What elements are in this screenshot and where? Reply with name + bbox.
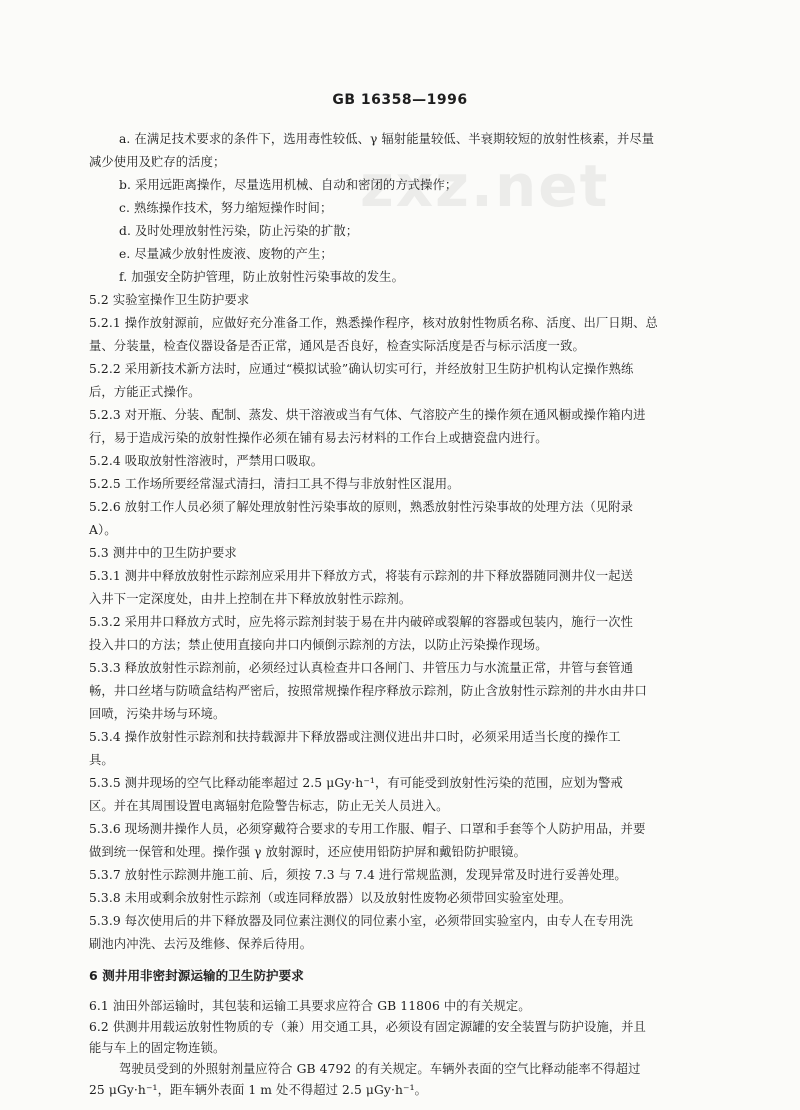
list-item-c: c. 熟练操作技术，努力缩短操作时间； — [119, 201, 333, 215]
clause-5-2-1-cont: 量、分装量，检查仪器设备是否正常，通风是否良好，检查实际活度是否与标示活度一致。 — [89, 339, 585, 353]
driver-dose-paragraph: 驾驶员受到的外照射剂量应符合 GB 4792 的有关规定。车辆外表面的空气比释动能率不得超过 — [119, 1062, 641, 1076]
clause-5-3-3-cont: 畅，井口丝堵与防喷盒结构严密后，按照常规操作程序释放示踪剂，防止含放射性示踪剂的井水由井口 — [89, 684, 647, 698]
clause-5-2-2: 5.2.2 采用新技术新方法时，应通过“模拟试验”确认切实可行，并经放射卫生防护机构认定操作熟练 — [89, 362, 634, 376]
list-item-f: f. 加强安全防护管理，防止放射性污染事故的发生。 — [119, 270, 404, 284]
clause-5-3-7: 5.3.7 放射性示踪测井施工前、后，须按 7.3 与 7.4 进行常规监测，发现异常及时进行妥善处理。 — [89, 868, 627, 882]
clause-6-1: 6.1 油田外部运输时，其包装和运输工具要求应符合 GB 11806 中的有关规定。 — [89, 999, 531, 1013]
list-item-a-cont: 减少使用及贮存的活度； — [89, 155, 226, 169]
clause-5-3-5-cont: 区。并在其周围设置电离辐射危险警告标志，防止无关人员进入。 — [89, 799, 449, 813]
clause-5-2-3-cont: 行，易于造成污染的放射性操作必须在铺有易去污材料的工作台上或搪瓷盘内进行。 — [89, 431, 548, 445]
clause-5-3-2: 5.3.2 采用井口释放方式时，应先将示踪剂封装于易在井内破碎或裂解的容器或包装内，施行一次性 — [89, 615, 634, 629]
clause-5-2-1: 5.2.1 操作放射源前，应做好充分准备工作，熟悉操作程序，核对放射性物质名称、活度、出厂日期、总 — [89, 316, 658, 330]
clause-5-3-5: 5.3.5 测井现场的空气比释动能率超过 2.5 μGy·h⁻¹，有可能受到放射性污染的范围，应划为警戒 — [89, 776, 623, 790]
list-item-a: a. 在满足技术要求的条件下，选用毒性较低、γ 辐射能量较低、半衰期较短的放射性核素，并尽量 — [119, 132, 655, 146]
clause-5-3-9: 5.3.9 每次使用后的井下释放器及同位素注测仪的同位素小室，必须带回实验室内，由专人在专用洗 — [89, 914, 634, 928]
driver-dose-paragraph-cont: 25 μGy·h⁻¹，距车辆外表面 1 m 处不得超过 2.5 μGy·h⁻¹。 — [89, 1083, 428, 1097]
list-item-d: d. 及时处理放射性污染，防止污染的扩散； — [119, 224, 359, 238]
watermark-text: zxz.net — [360, 152, 610, 220]
clause-6-2: 6.2 供测井用载运放射性物质的专（兼）用交通工具，必须设有固定源罐的安全装置与防护设施，并且 — [89, 1020, 646, 1034]
clause-5-2-6: 5.2.6 放射工作人员必须了解处理放射性污染事故的原则，熟悉放射性污染事故的处理方法（见附录 — [89, 500, 634, 514]
list-item-b: b. 采用远距离操作，尽量选用机械、自动和密闭的方式操作； — [119, 178, 458, 192]
clause-5-3-3-cont2: 回喷，污染井场与环境。 — [89, 707, 226, 721]
clause-6-2-cont: 能与车上的固定物连锁。 — [89, 1041, 226, 1055]
clause-5-3-2-cont: 投入井口的方法；禁止使用直接向井口内倾倒示踪剂的方法，以防止污染操作现场。 — [89, 638, 548, 652]
clause-5-3-6: 5.3.6 现场测井操作人员，必须穿戴符合要求的专用工作服、帽子、口罩和手套等个人防护用品，并要 — [89, 822, 646, 836]
section-heading-6: 6 测井用非密封源运输的卫生防护要求 — [89, 968, 304, 983]
clause-5-2-4: 5.2.4 吸取放射性溶液时，严禁用口吸取。 — [89, 454, 324, 468]
clause-5-3-4: 5.3.4 操作放射性示踪剂和扶持载源井下释放器或注测仪进出井口时，必须采用适当长度的操作工 — [89, 730, 621, 744]
standard-number-header: GB 16358—1996 — [332, 92, 468, 108]
clause-5-2-5: 5.2.5 工作场所要经常湿式清扫，清扫工具不得与非放射性区混用。 — [89, 477, 460, 491]
clause-5-3-8: 5.3.8 未用或剩余放射性示踪剂（或连同释放器）以及放射性废物必须带回实验室处理。 — [89, 891, 572, 905]
list-item-e: e. 尽量减少放射性废液、废物的产生； — [119, 247, 333, 261]
clause-5-3-1: 5.3.1 测井中释放放射性示踪剂应采用井下释放方式，将装有示踪剂的井下释放器随同测井仪一起送 — [89, 569, 634, 583]
clause-5-3-4-cont: 具。 — [89, 753, 114, 767]
clause-5-2-3: 5.2.3 对开瓶、分装、配制、蒸发、烘干溶液或当有气体、气溶胶产生的操作须在通风橱或操作箱内进 — [89, 408, 646, 422]
clause-5-3-1-cont: 入井下一定深度处，由井上控制在井下释放放射性示踪剂。 — [89, 592, 412, 606]
clause-5-3-3: 5.3.3 释放放射性示踪剂前，必须经过认真检查井口各闸门、井管压力与水流量正常，井管与套管通 — [89, 661, 634, 675]
section-heading-5-3: 5.3 测井中的卫生防护要求 — [89, 546, 237, 560]
section-heading-5-2: 5.2 实验室操作卫生防护要求 — [89, 293, 250, 307]
clause-5-2-2-cont: 后，方能正式操作。 — [89, 385, 201, 399]
clause-5-2-6-cont: A）。 — [89, 523, 117, 537]
clause-5-3-6-cont: 做到统一保管和处理。操作强 γ 放射源时，还应使用铅防护屏和戴铅防护眼镜。 — [89, 845, 526, 859]
clause-5-3-9-cont: 刷池内冲洗、去污及维修、保养后待用。 — [89, 937, 313, 951]
